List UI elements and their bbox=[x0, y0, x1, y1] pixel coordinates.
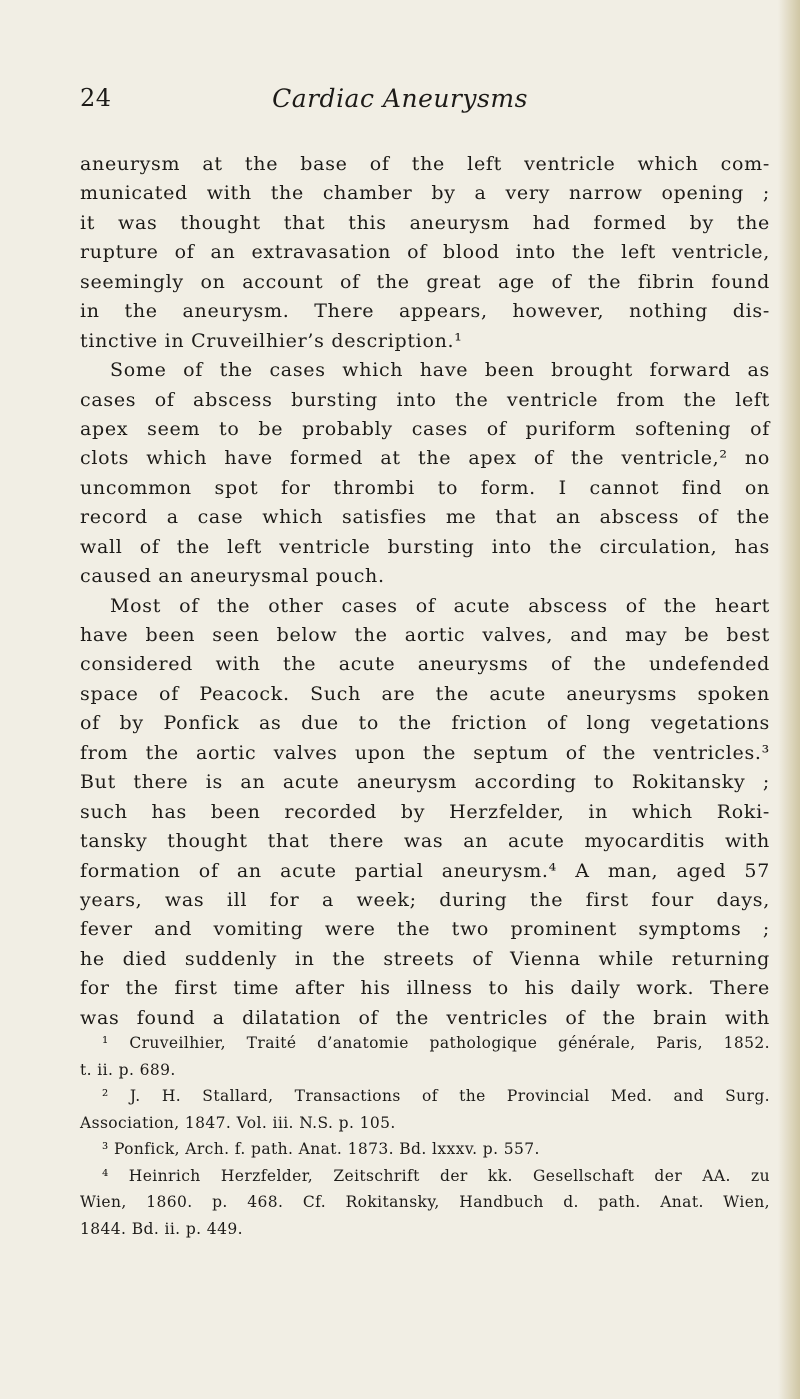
body-line: space of Peacock. Such are the acute aneurysms spoken bbox=[80, 682, 770, 705]
body-line: such has been recorded by Herzfelder, in which Roki- bbox=[80, 800, 770, 823]
footnote-line: ⁴ Heinrich Herzfelder, Zeitschrift der kk. Gesellschaft der AA. zu bbox=[102, 1166, 770, 1185]
footnote-line: t. ii. p. 689. bbox=[80, 1060, 176, 1079]
footnotes bbox=[80, 1030, 770, 1242]
footnote-line: Association, 1847. Vol. iii. N.S. p. 105. bbox=[80, 1113, 396, 1132]
body-line: have been seen below the aortic valves, and may be best bbox=[80, 624, 770, 646]
body-line: formation of an acute partial aneurysm.⁴ A man, aged 57 bbox=[80, 859, 770, 882]
body-line: from the aortic valves upon the septum of the ventricles.³ bbox=[80, 741, 770, 764]
body-line: aneurysm at the base of the left ventricle which com- bbox=[80, 153, 770, 175]
footnote-line: Wien, 1860. p. 468. Cf. Rokitansky, Handbuch d. path. Anat. Wien, bbox=[80, 1193, 770, 1211]
body-text bbox=[80, 150, 770, 1033]
page-header bbox=[0, 84, 800, 124]
body-line: seemingly on account of the great age of the fibrin found bbox=[80, 270, 770, 293]
body-line: fever and vomiting were the two prominent symptoms ; bbox=[80, 918, 770, 941]
body-line: uncommon spot for thrombi to form. I cannot find on bbox=[80, 476, 770, 499]
body-line: in the aneurysm. There appears, however, nothing dis- bbox=[80, 300, 770, 323]
body-line: municated with the chamber by a very narrow opening ; bbox=[80, 182, 770, 205]
page-edge-shadow bbox=[778, 0, 800, 1399]
body-line: was found a dilatation of the ventricles of the brain with bbox=[80, 1006, 770, 1029]
body-line: rupture of an extravasation of blood into the left ventricle, bbox=[80, 241, 770, 264]
page-number: 24 bbox=[80, 84, 112, 112]
body-line: years, was ill for a week; during the first four days, bbox=[80, 888, 770, 911]
footnote-line: 1844. Bd. ii. p. 449. bbox=[80, 1219, 243, 1238]
body-line: tinctive in Cruveilhier’s description.¹ bbox=[80, 329, 463, 352]
body-line: it was thought that this aneurysm had formed by the bbox=[80, 211, 770, 234]
body-line: tansky thought that there was an acute myocarditis with bbox=[80, 830, 770, 853]
body-line: apex seem to be probably cases of puriform softening of bbox=[80, 417, 770, 440]
body-line: for the first time after his illness to his daily work. There bbox=[80, 977, 770, 1000]
body-line: caused an aneurysmal pouch. bbox=[80, 565, 385, 588]
body-line: But there is an acute aneurysm according to Rokitansky ; bbox=[80, 771, 770, 794]
body-line: of by Ponfick as due to the friction of long vegetations bbox=[80, 712, 770, 735]
footnote-line: ² J. H. Stallard, Transactions of the Provincial Med. and Surg. bbox=[102, 1087, 770, 1105]
body-line: Some of the cases which have been brought forward as bbox=[110, 359, 770, 382]
footnote-line: ¹ Cruveilhier, Traité d’anatomie pathologique générale, Paris, 1852. bbox=[102, 1034, 770, 1052]
body-line: clots which have formed at the apex of the ventricle,² no bbox=[80, 447, 770, 470]
body-line: cases of abscess bursting into the ventricle from the left bbox=[80, 388, 770, 411]
body-line: record a case which satisfies me that an abscess of the bbox=[80, 506, 770, 529]
running-title: Cardiac Aneurysms bbox=[272, 84, 528, 113]
body-line: he died suddenly in the streets of Vienna while returning bbox=[80, 947, 770, 970]
body-line: wall of the left ventricle bursting into the circulation, has bbox=[80, 535, 770, 558]
footnote-line: ³ Ponfick, Arch. f. path. Anat. 1873. Bd. lxxxv. p. 557. bbox=[102, 1140, 540, 1158]
body-line: Most of the other cases of acute abscess of the heart bbox=[110, 594, 770, 617]
body-line: considered with the acute aneurysms of the undefended bbox=[80, 653, 770, 676]
